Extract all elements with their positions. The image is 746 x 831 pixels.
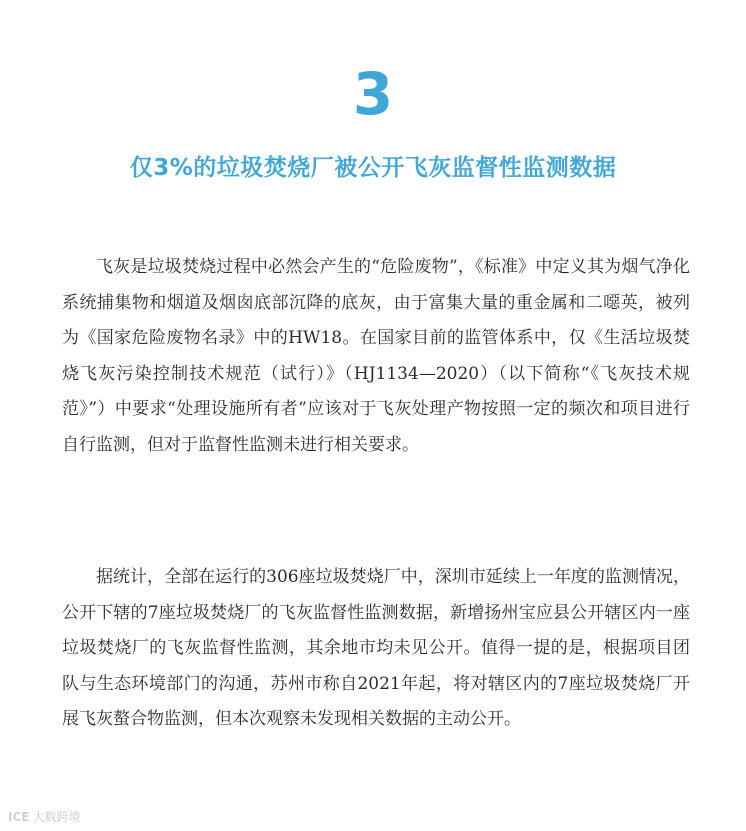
section-title: 仅3%的垃圾焚烧厂被公开飞灰监督性监测数据	[129, 155, 617, 181]
watermark-text: 大数跨境	[32, 810, 81, 824]
section-number: 3	[352, 60, 394, 128]
body-paragraph-2: 据统计，全部在运行的306座垃圾焚烧厂中，深圳市延续上一年度的监测情况，公开下辖的7座垃圾焚烧厂的飞灰监督性监测数据，新增扬州宝应县公开辖区内一座垃圾焚烧厂的飞灰监督性监测，其余地市均未见公开。值得一提的是，根据项目团队与生态环境部门的沟通，苏州市称自2021年起，将对辖区内的7座垃圾焚烧厂开展飞灰螯合物监测，但本次观察未发现相关数据的主动公开。	[62, 567, 690, 730]
watermark-logo-icon: ICE	[8, 809, 30, 824]
body-paragraph-1: 飞灰是垃圾焚烧过程中必然会产生的“危险废物”，《标准》中定义其为烟气净化系统捕集物和烟道及烟囱底部沉降的底灰，由于富集大量的重金属和二噁英，被列为《国家危险废物名录》中的HW18。在国家目前的监管体系中，仅《生活垃圾焚烧飞灰污染控制技术规范（试行）》（HJ1134—2020）（以下简称“《飞灰技术规范》”）中要求“处理设施所有者”应该对于飞灰处理产物按照一定的频次和项目进行自行监测，但对于监督性监测未进行相关要求。	[62, 257, 690, 455]
watermark	[8, 808, 80, 825]
